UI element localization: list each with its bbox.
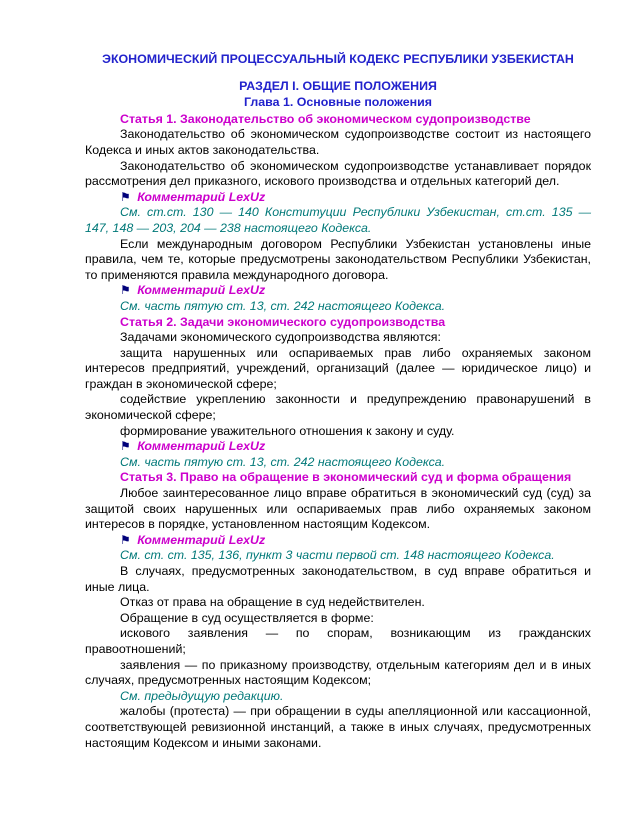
lexuz-comment-link[interactable] [85, 190, 591, 206]
paragraph: Задачами экономического судопроизводства являются: [120, 330, 441, 345]
document-body [85, 112, 591, 751]
paragraph: Если международным договором Республики Узбекистан установлены иные правила, чем те, которые предусмотрены законодательством Республики Узбекистан, то применяются правила международного договора. [85, 236, 591, 282]
reference-link[interactable]: См. ст. ст. 135, 136, пункт 3 части первой ст. 148 настоящего Кодекса. [120, 548, 555, 563]
paragraph: защита нарушенных или оспариваемых прав либо охраняемых законом интересов предприятий, учреждений, организаций (далее — юридическое лицо) и граждан в экономической сфере; [85, 345, 591, 391]
paragraph: Законодательство об экономическом судопроизводстве состоит из настоящего Кодекса и иных актов законодательства. [85, 127, 591, 157]
lexuz-comment-link[interactable] [85, 283, 591, 299]
paragraph: Законодательство об экономическом судопроизводстве устанавливает порядок рассмотрения дел приказного, искового производства и отдельных категорий дел. [85, 158, 591, 189]
comment-label[interactable]: Комментарий LexUz [137, 189, 266, 204]
chapter-heading: Глава 1. Основные положения [243, 95, 433, 110]
lexuz-comment-link[interactable] [85, 533, 591, 549]
reference-link[interactable]: См. часть пятую ст. 13, ст. 242 настоящего Кодекса. [120, 454, 446, 469]
paragraph: Любое заинтересованное лицо вправе обратиться в экономический суд (суд) за защитой своих нарушенных или оспариваемых прав либо охраняемых законом интересов в порядке, установленном настоящим Кодексом. [85, 486, 591, 532]
reference-link[interactable]: См. предыдущую редакцию. [120, 688, 284, 703]
lexuz-flag-icon: ⚑ [120, 283, 131, 298]
paragraph: формирование уважительного отношения к закону и суду. [120, 423, 455, 438]
paragraph: Отказ от права на обращение в суд недействителен. [120, 595, 425, 610]
article-heading: Статья 2. Задачи экономического судопроизводства [120, 314, 446, 329]
lexuz-comment-link[interactable] [85, 439, 591, 455]
reference-link[interactable]: См. ст.ст. 130 — 140 Конституции Республики Узбекистан, ст.ст. 135 — 147, 148 — 203, 204 — 238 настоящего Кодекса. [85, 205, 591, 235]
comment-label[interactable]: Комментарий LexUz [137, 439, 266, 454]
section-heading: РАЗДЕЛ I. ОБЩИЕ ПОЛОЖЕНИЯ [239, 78, 437, 93]
paragraph: заявления — по приказному производству, отдельным категориям дел и в иных случаях, предусмотренных настоящим Кодексом; [85, 657, 591, 688]
paragraph: искового заявления — по спорам, возникающим из гражданских правоотношений; [85, 626, 591, 656]
document-title: ЭКОНОМИЧЕСКИЙ ПРОЦЕССУАЛЬНЫЙ КОДЕКС РЕСПУБЛИКИ УЗБЕКИСТАН [102, 52, 574, 66]
lexuz-flag-icon: ⚑ [120, 532, 131, 547]
lexuz-flag-icon: ⚑ [120, 439, 131, 454]
comment-label[interactable]: Комментарий LexUz [137, 532, 266, 547]
comment-label[interactable]: Комментарий LexUz [137, 283, 266, 298]
lexuz-flag-icon: ⚑ [120, 189, 131, 204]
article-heading: Статья 1. Законодательство об экономическом судопроизводстве [120, 111, 531, 126]
reference-link[interactable]: См. часть пятую ст. 13, ст. 242 настоящего Кодекса. [120, 298, 446, 313]
paragraph: содействие укреплению законности и предупреждению правонарушений в экономической сфере; [85, 392, 591, 423]
paragraph: жалобы (протеста) — при обращении в суды апелляционной или кассационной, соответствующей ревизионной инстанций, а также в иных случаях, предусмотренных настоящим Кодексом и иными законами. [85, 704, 591, 750]
article-heading: Статья 3. Право на обращение в экономический суд и форма обращения [120, 470, 572, 485]
paragraph: В случаях, предусмотренных законодательством, в суд вправе обратиться и иные лица. [85, 564, 591, 594]
paragraph: Обращение в суд осуществляется в форме: [120, 610, 374, 625]
